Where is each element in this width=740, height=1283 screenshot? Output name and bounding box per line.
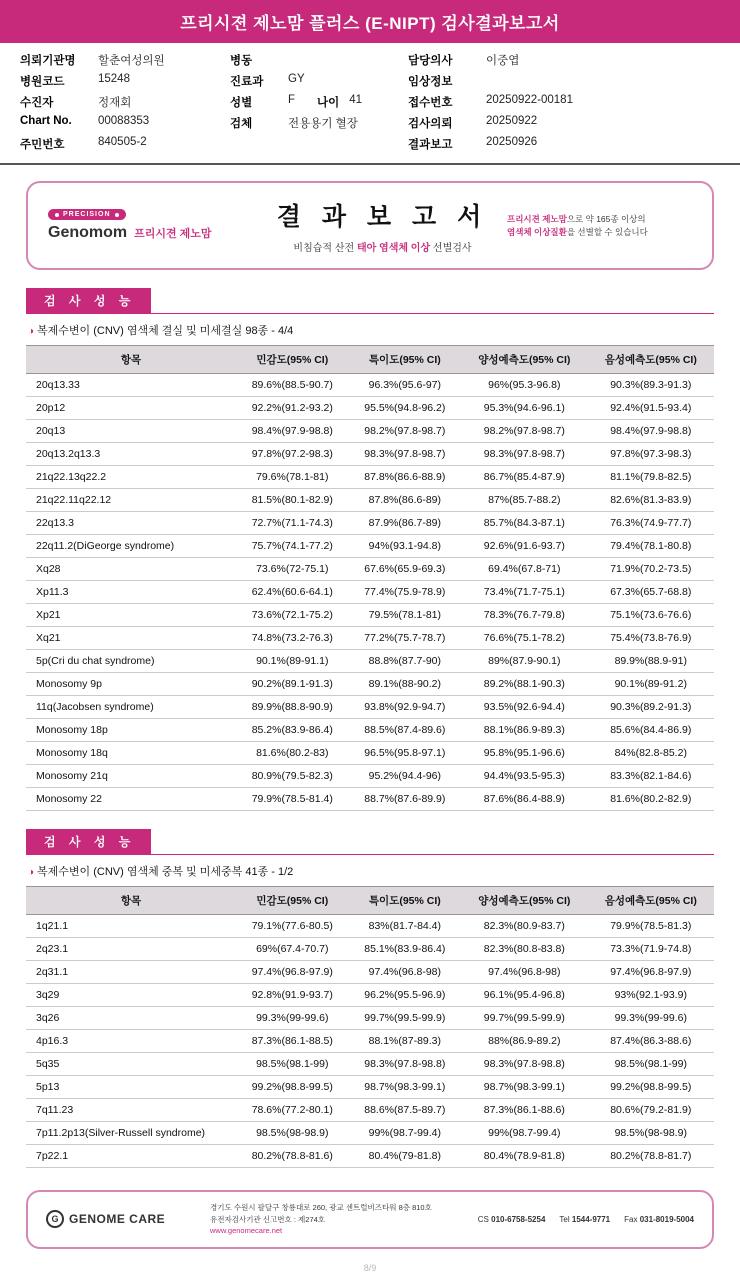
cell-value: 89.2%(88.1-90.3) [461,673,587,696]
cell-value: 81.6%(80.2-83) [236,742,349,765]
cell-value: 96.5%(95.8-97.1) [349,742,462,765]
info-label: 접수번호 [408,97,453,109]
cell-item: Xp21 [26,604,236,627]
info-label: 진료과 [230,76,264,88]
bullet-icon: ◑ [28,326,35,337]
cell-value: 69.4%(67.8-71) [461,558,587,581]
section-subtitle [28,863,714,879]
note-mid: 으로 약 165종 이상의 [566,213,646,224]
cell-value: 80.6%(79.2-81.9) [588,1099,714,1122]
cell-value: 90.3%(89.3-91.3) [588,374,714,397]
cell-value: 87.9%(86.7-89) [349,512,462,535]
footer-address [210,1202,464,1237]
cell-value: 89.1%(88-90.2) [349,673,462,696]
cell-value: 89%(87.9-90.1) [461,650,587,673]
subtitle-highlight: 태아 염색체 이상 [356,243,431,254]
table-row [26,1099,714,1122]
report-note [507,213,692,239]
info-label: 담당의사 [408,55,453,67]
info-label: 의뢰기관명 [20,55,76,67]
cell-value: 90.3%(89.2-91.3) [588,696,714,719]
cell-value: 79.1%(77.6-80.5) [236,915,349,938]
report-heading-subtitle [258,239,507,254]
cell-item: Xq21 [26,627,236,650]
note-highlight: 염색체 이상질환 [507,226,567,237]
cell-value: 98.5%(98-98.9) [236,1122,349,1145]
col-header-ppv: 양성예측도(95% CI) [461,887,587,915]
cell-value: 98.3%(97.8-98.8) [461,1053,587,1076]
table-row [26,765,714,788]
cell-value: 81.6%(80.2-82.9) [588,788,714,811]
footer-box [26,1190,714,1249]
cell-value: 93%(92.1-93.9) [588,984,714,1007]
logo-text: GENOME CARE [69,1212,166,1227]
contact-cs-label: CS [477,1214,489,1224]
cell-value: 99%(98.7-99.4) [461,1122,587,1145]
precision-label: PRECISION [63,211,111,218]
logo-mark-icon: G [46,1210,64,1228]
table-row [26,1030,714,1053]
info-label: 성별 [230,97,253,109]
info-label: 주민번호 [20,139,65,151]
section-subtitle [28,322,714,338]
col-header-sensitivity: 민감도(95% CI) [236,346,349,374]
table-row [26,961,714,984]
cell-value: 77.2%(75.7-78.7) [349,627,462,650]
section-rule [26,313,714,314]
table-row [26,397,714,420]
table-row [26,1053,714,1076]
table-row [26,420,714,443]
cell-value: 87.8%(86.6-88.9) [349,466,462,489]
cell-value: 84%(82.8-85.2) [588,742,714,765]
cell-value: 92.8%(91.9-93.7) [236,984,349,1007]
cell-value: 88.5%(87.4-89.6) [349,719,462,742]
note-brand: 프리시젼 제노맘 [507,213,567,224]
cell-value: 81.5%(80.1-82.9) [236,489,349,512]
table-row [26,1145,714,1168]
table-row [26,742,714,765]
cell-value: 99.3%(99-99.6) [236,1007,349,1030]
cell-item: 5p(Cri du chat syndrome) [26,650,236,673]
brand-block [48,209,258,242]
cell-value: 99.3%(99-99.6) [588,1007,714,1030]
table-row [26,673,714,696]
section-subtitle-text: 복제수변이 (CNV) 염색체 결실 및 미세결실 98종 - 4/4 [37,325,294,337]
cell-value: 79.6%(78.1-81) [236,466,349,489]
cell-value: 90.1%(89-91.1) [236,650,349,673]
cell-value: 90.1%(89-91.2) [588,673,714,696]
info-value: 20250926 [486,136,538,148]
cell-value: 89.6%(88.5-90.7) [236,374,349,397]
info-value-sex-age [288,93,408,111]
cell-item: Xp11.3 [26,581,236,604]
cell-value: 80.4%(79-81.8) [349,1145,462,1168]
contact-cs-value: 010-6758-5254 [491,1214,546,1224]
cell-item: 20p12 [26,397,236,420]
cell-value: 92.6%(91.6-93.7) [461,535,587,558]
cell-item: Xq28 [26,558,236,581]
cell-value: 98.5%(98.1-99) [588,1053,714,1076]
cell-value: 93.8%(92.9-94.7) [349,696,462,719]
table-row [26,558,714,581]
cell-value: 98.3%(97.8-98.7) [461,443,587,466]
cell-item: 22q13.3 [26,512,236,535]
table-header-row [26,887,714,915]
info-value: 전용용기 혈장 [288,118,358,130]
report-heading-title: 결 과 보 고 서 [276,203,489,231]
cell-value: 75.4%(73.8-76.9) [588,627,714,650]
note-post: 을 선별할 수 있습니다 [566,226,648,237]
cell-value: 97.8%(97.3-98.3) [588,443,714,466]
table-row [26,604,714,627]
table-row [26,1076,714,1099]
cell-value: 99.7%(99.5-99.9) [461,1007,587,1030]
table-row [26,984,714,1007]
cell-value: 95.2%(94.4-96) [349,765,462,788]
cell-value: 95.3%(94.6-96.1) [461,397,587,420]
table-row [26,938,714,961]
col-header-npv: 음성예측도(95% CI) [588,346,714,374]
cell-value: 69%(67.4-70.7) [236,938,349,961]
cell-value: 67.6%(65.9-69.3) [349,558,462,581]
cell-item: 11q(Jacobsen syndrome) [26,696,236,719]
section-title: 검 사 성 능 [26,288,151,313]
cell-value: 74.8%(73.2-76.3) [236,627,349,650]
table-row [26,1122,714,1145]
cell-value: 88.6%(87.5-89.7) [349,1099,462,1122]
info-value [288,51,408,69]
table-row [26,443,714,466]
cell-value: 97.4%(96.8-97.9) [588,961,714,984]
cell-value: 80.2%(78.8-81.7) [588,1145,714,1168]
cell-item: Monosomy 21q [26,765,236,788]
cell-value: 94%(93.1-94.8) [349,535,462,558]
cell-value: 80.4%(78.9-81.8) [461,1145,587,1168]
cell-value: 96.2%(95.5-96.9) [349,984,462,1007]
cell-value: 90.2%(89.1-91.3) [236,673,349,696]
cell-value: 81.1%(79.8-82.5) [588,466,714,489]
table-row [26,374,714,397]
table-row [26,915,714,938]
section-duplications [26,829,714,1168]
cell-item: Monosomy 22 [26,788,236,811]
cell-value: 80.2%(78.8-81.6) [236,1145,349,1168]
cell-value: 86.7%(85.4-87.9) [461,466,587,489]
contact-tel-label: Tel [559,1214,570,1224]
dot-icon [115,213,119,217]
cell-value: 88.1%(87-89.3) [349,1030,462,1053]
cell-value: 85.7%(84.3-87.1) [461,512,587,535]
info-value: 15248 [98,73,130,85]
table-row [26,466,714,489]
info-label: 병원코드 [20,76,65,88]
cell-value: 96.1%(95.4-96.8) [461,984,587,1007]
cell-item: 4p16.3 [26,1030,236,1053]
section-deletions [26,288,714,811]
info-value: 할춘여성의원 [98,55,165,67]
page-number: 8/9 [363,1262,377,1273]
col-header-specificity: 특이도(95% CI) [349,346,462,374]
genome-care-logo [46,1210,196,1228]
col-header-sensitivity: 민감도(95% CI) [236,887,349,915]
page-title: 프리시젼 제노맘 플러스 (E-NIPT) 검사결과보고서 [0,0,740,43]
cell-value: 95.8%(95.1-96.6) [461,742,587,765]
contact-fax-label: Fax [624,1214,638,1224]
table-row [26,581,714,604]
cell-value: 87.8%(86.6-89) [349,489,462,512]
cell-value: 73.3%(71.9-74.8) [588,938,714,961]
info-label: 병동 [230,55,253,67]
report-title-box [26,181,714,270]
cell-value: 89.9%(88.9-91) [588,650,714,673]
patient-info-panel [0,43,740,165]
table-header-row [26,346,714,374]
cell-item: 3q29 [26,984,236,1007]
deletions-table-body [26,374,714,811]
cell-value: 67.3%(65.7-68.8) [588,581,714,604]
cell-value: 78.3%(76.7-79.8) [461,604,587,627]
info-label: 임상정보 [408,76,453,88]
cell-value: 73.6%(72.1-75.2) [236,604,349,627]
table-row [26,535,714,558]
cell-value: 97.4%(96.8-97.9) [236,961,349,984]
cell-value: 87.4%(86.3-88.6) [588,1030,714,1053]
cell-value: 98.5%(98-98.9) [588,1122,714,1145]
cell-value: 72.7%(71.1-74.3) [236,512,349,535]
cell-value: 98.2%(97.8-98.7) [349,420,462,443]
table-row [26,489,714,512]
cell-value: 62.4%(60.6-64.1) [236,581,349,604]
cell-item: Monosomy 18q [26,742,236,765]
cell-value: 75.7%(74.1-77.2) [236,535,349,558]
cell-value: 82.6%(81.3-83.9) [588,489,714,512]
cell-value: 94.4%(93.5-95.3) [461,765,587,788]
cell-value: 79.5%(78.1-81) [349,604,462,627]
cell-value: 76.3%(74.9-77.7) [588,512,714,535]
col-header-npv: 음성예측도(95% CI) [588,887,714,915]
cell-value: 97.8%(97.2-98.3) [236,443,349,466]
cell-value: 87.3%(86.1-88.5) [236,1030,349,1053]
section-title-row [26,288,714,313]
section-title-row [26,829,714,854]
section-title: 검 사 성 능 [26,829,151,854]
info-value: GY [288,73,305,85]
cell-value: 83%(81.7-84.4) [349,915,462,938]
cell-value: 98.2%(97.8-98.7) [461,420,587,443]
cell-value: 77.4%(75.9-78.9) [349,581,462,604]
cell-value: 98.7%(98.3-99.1) [349,1076,462,1099]
cell-value: 87.3%(86.1-88.6) [461,1099,587,1122]
info-value: 정재회 [98,97,132,109]
deletions-table [26,345,714,811]
contact-cs [478,1215,546,1224]
cell-value: 76.6%(75.1-78.2) [461,627,587,650]
col-header-item: 항목 [26,887,236,915]
duplications-table-body [26,915,714,1168]
info-value: 840505-2 [98,136,147,148]
cell-item: 7p22.1 [26,1145,236,1168]
contact-tel-value: 1544-9771 [571,1214,611,1224]
cell-item: 5p13 [26,1076,236,1099]
cell-value: 78.6%(77.2-80.1) [236,1099,349,1122]
cell-value: 93.5%(92.6-94.4) [461,696,587,719]
info-label: Chart No. [20,115,72,127]
table-row [26,650,714,673]
info-value: 이중엽 [486,55,520,67]
cell-value: 99.2%(98.8-99.5) [588,1076,714,1099]
cell-value: 88%(86.9-89.2) [461,1030,587,1053]
cell-value: 85.1%(83.9-86.4) [349,938,462,961]
info-label: 검체 [230,118,253,130]
cell-value: 95.5%(94.8-96.2) [349,397,462,420]
section-subtitle-text: 복제수변이 (CNV) 염색체 중복 및 미세중복 41종 - 1/2 [37,866,294,878]
contact-fax-value: 031-8019-5004 [639,1214,694,1224]
info-value: 00088353 [98,115,150,127]
info-value: 20250922-00181 [486,94,573,106]
cell-value: 79.9%(78.5-81.3) [588,915,714,938]
cell-item: 20q13.2q13.3 [26,443,236,466]
cell-value: 85.2%(83.9-86.4) [236,719,349,742]
cell-value: 98.5%(98.1-99) [236,1053,349,1076]
duplications-table [26,886,714,1168]
cell-value: 92.2%(91.2-93.2) [236,397,349,420]
brand-name-kr: 프리시젼 제노맘 [134,228,212,240]
table-row [26,512,714,535]
cell-value: 87.6%(86.4-88.9) [461,788,587,811]
cell-value: 85.6%(84.4-86.9) [588,719,714,742]
cell-value: 82.3%(80.9-83.7) [461,915,587,938]
info-label: 결과보고 [408,139,453,151]
table-row [26,696,714,719]
bullet-icon: ◑ [28,867,35,878]
cell-item: 21q22.13q22.2 [26,466,236,489]
info-label: 검사의뢰 [408,118,453,130]
cell-value: 71.9%(70.2-73.5) [588,558,714,581]
brand-name-en: Genomom [48,224,128,241]
address-line-2: 유전자검사기관 신고번호 : 제274호 [210,1214,326,1224]
precision-badge [48,209,126,220]
table-row [26,788,714,811]
address-line-1: 경기도 수원시 팔달구 창룡대로 260, 광교 센트럴비즈타워 8층 810호 [210,1203,432,1212]
cell-value: 98.4%(97.9-98.8) [236,420,349,443]
cell-value: 73.4%(71.7-75.1) [461,581,587,604]
brand-name [48,224,258,242]
cell-item: 20q13 [26,420,236,443]
report-heading [258,197,507,254]
info-value: 20250922 [486,115,538,127]
cell-value: 82.3%(80.8-83.8) [461,938,587,961]
col-header-specificity: 특이도(95% CI) [349,887,462,915]
cell-value: 98.7%(98.3-99.1) [461,1076,587,1099]
subtitle-post: 선별검사 [430,243,472,254]
cell-value: 79.9%(78.5-81.4) [236,788,349,811]
cell-value: 98.3%(97.8-98.8) [349,1053,462,1076]
info-label: 수진자 [20,97,54,109]
sex-value: F [288,94,296,106]
age-value: 41 [349,94,363,106]
cell-item: 5q35 [26,1053,236,1076]
cell-value: 99.2%(98.8-99.5) [236,1076,349,1099]
website-link[interactable]: www.genomecare.net [210,1226,283,1236]
subtitle-pre: 비침습적 산전 [293,243,357,254]
cell-value: 96%(95.3-96.8) [461,374,587,397]
table-row [26,1007,714,1030]
cell-value: 97.4%(96.8-98) [461,961,587,984]
cell-value: 79.4%(78.1-80.8) [588,535,714,558]
cell-item: 20q13.33 [26,374,236,397]
table-row [26,719,714,742]
cell-value: 92.4%(91.5-93.4) [588,397,714,420]
section-rule [26,854,714,855]
cell-value: 99.7%(99.5-99.9) [349,1007,462,1030]
patient-info-grid [20,51,720,153]
cell-item: 7q11.23 [26,1099,236,1122]
cell-value: 75.1%(73.6-76.6) [588,604,714,627]
cell-item: 1q21.1 [26,915,236,938]
cell-value: 83.3%(82.1-84.6) [588,765,714,788]
cell-value: 88.8%(87.7-90) [349,650,462,673]
col-header-item: 항목 [26,346,236,374]
cell-value: 98.3%(97.8-98.7) [349,443,462,466]
cell-item: 2q31.1 [26,961,236,984]
info-value [486,72,646,90]
cell-value: 73.6%(72-75.1) [236,558,349,581]
cell-value: 80.9%(79.5-82.3) [236,765,349,788]
cell-value: 96.3%(95.6-97) [349,374,462,397]
cell-value: 88.7%(87.6-89.9) [349,788,462,811]
contact-fax [624,1215,694,1224]
cell-value: 88.1%(86.9-89.3) [461,719,587,742]
cell-item: 21q22.11q22.12 [26,489,236,512]
age-label: 나이 [317,97,340,109]
footer-contacts [478,1215,694,1224]
cell-item: 3q26 [26,1007,236,1030]
cell-value: 89.9%(88.8-90.9) [236,696,349,719]
cell-item: 22q11.2(DiGeorge syndrome) [26,535,236,558]
cell-value: 98.4%(97.9-98.8) [588,420,714,443]
dot-icon [55,213,59,217]
cell-item: Monosomy 9p [26,673,236,696]
cell-value: 97.4%(96.8-98) [349,961,462,984]
col-header-ppv: 양성예측도(95% CI) [461,346,587,374]
cell-value: 87%(85.7-88.2) [461,489,587,512]
cell-value: 99%(98.7-99.4) [349,1122,462,1145]
cell-item: Monosomy 18p [26,719,236,742]
table-row [26,627,714,650]
contact-tel [559,1215,610,1224]
cell-item: 2q23.1 [26,938,236,961]
cell-item: 7p11.2p13(Silver-Russell syndrome) [26,1122,236,1145]
